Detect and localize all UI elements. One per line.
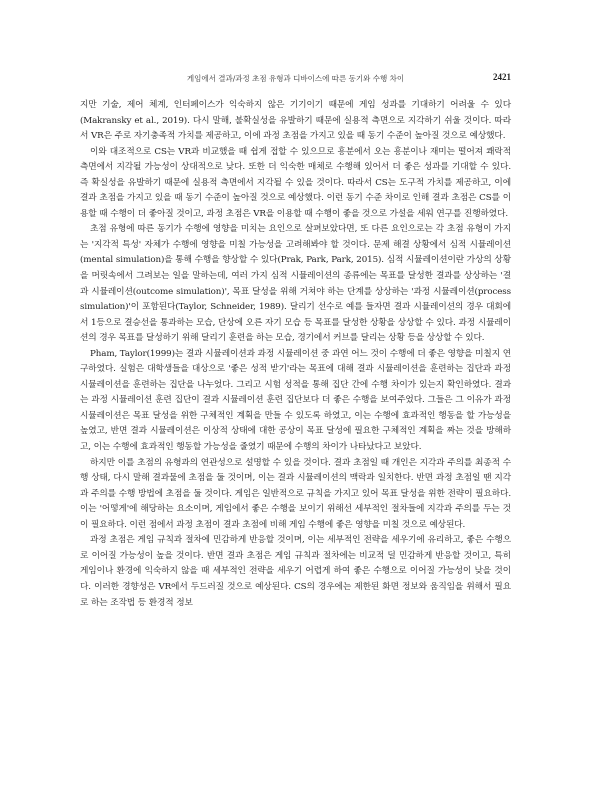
page-number: 2421 [493,72,511,82]
paragraph: 이와 대조적으로 CS는 VR과 비교했을 때 쉽게 접할 수 있으므로 흥분에서 오는 흥분이나 재미는 떨어져 쾌락적 측면에서 지각될 가능성이 상대적으로 낮다. 또한 더 익숙한 매체로 수행해 있어서 더 좋은 성과를 기대할 수 있다. 즉 확실성을 유발하기 때문에 실용적 측면에서 지각될 수 있을 것이다. 따라서 CS는 도구적 가치를 제공하고, 이에 결과 초점을 가지고 있을 때 동기 수준이 높아질 것으로 예상했다. 이런 동기 수준 차이로 인해 결과 초점은 CS를 이용할 때 수행이 더 좋아질 것이고, 과정 초점은 VR을 이용할 때 수행이 좋을 것으로 가설을 세워 연구를 진행하였다. [80,146,511,219]
page-header [0,72,591,86]
paragraph: 하지만 이를 초점의 유형과의 연관성으로 설명할 수 있을 것이다. 결과 초점일 때 개인은 지각과 주의를 최종적 수행 상태, 다시 말해 결과물에 초점을 둘 것이며, 이는 결과 시뮬레이션의 맥락과 일치한다. 반면 과정 초점일 땐 지각과 주의를 수행 방법에 초점을 둘 것이다. 게임은 일반적으로 규칙을 가지고 있어 목표 달성을 위한 전략이 필요하다. 이는 '어떻게'에 해당하는 요소이며, 게임에서 좋은 수행을 보이기 위해선 세부적인 절차들에 지각과 주의를 두는 것이 필요하다. 이런 점에서 과정 초점이 결과 초점에 비해 게임 수행에 좋은 영향을 미칠 것으로 예상된다. [80,457,511,530]
paragraph: Pham, Taylor(1999)는 결과 시뮬레이션과 과정 시뮬레이션 중 과연 어느 것이 수행에 더 좋은 영향을 미칠지 연구하였다. 실험은 대학생들을 대상으로 '좋은 성적 받기'라는 목표에 대해 결과 시뮬레이션을 훈련하는 집단과 과정 시뮬레이션을 훈련하는 집단을 나누었다. 그리고 시험 성적을 통해 집단 간에 수행 차이가 있는지 확인하였다. 결과는 과정 시뮬레이션 훈련 집단이 결과 시뮬레이션 훈련 집단보다 더 좋은 수행을 보여주었다. 그들은 그 이유가 과정 시뮬레이션은 목표 달성을 위한 구체적인 계획을 만들 수 있도록 하였고, 이는 수행에 효과적인 행동을 할 가능성을 높였고, 반면 결과 시뮬레이션은 이상적 상태에 대한 공상이 목표 달성에 필요한 구체적인 계획을 짜는 것을 방해하고, 이는 수행에 효과적인 행동할 가능성을 줄였기 때문에 수행의 차이가 나타났다고 보았다. [80,348,511,453]
paragraph: 과정 초점은 게임 규칙과 절차에 민감하게 반응할 것이며, 이는 세부적인 전략을 세우기에 유리하고, 좋은 수행으로 이어질 가능성이 높을 것이다. 반면 결과 초점은 게임 규칙과 절차에는 비교적 덜 민감하게 반응할 것이고, 특히 게임이나 환경에 익숙하지 않을 때 세부적인 전략을 세우기 어렵게 하여 좋은 수행으로 이어질 가능성이 낮을 것이다. 이러한 경향성은 VR에서 두드러질 것으로 예상된다. CS의 경우에는 제한된 화면 정보와 움직임을 위해서 필요로 하는 조작법 등 환경적 정보 [80,535,511,608]
paragraph: 지만 기술, 제어 체계, 인터페이스가 익숙하지 않은 기기이기 때문에 게임 성과를 기대하기 어려울 수 있다(Makransky et al., 2019). 다시 말해, 불확실성을 유발하기 때문에 실용적 측면으로 지각하기 쉬울 것이다. 따라서 VR은 주로 자기충족적 가치를 제공하고, 이에 과정 초점을 가지고 있을 때 동기 수준이 높아질 것으로 예상했다. [80,100,511,142]
running-title: 게임에서 결과/과정 초점 유형과 디바이스에 따른 동기와 수행 차이 [186,74,405,83]
paragraph: 초점 유형에 따른 동기가 수행에 영향을 미치는 요인으로 살펴보았다면, 또 다른 요인으로는 각 초점 유형이 가지는 '지각적 특성' 자체가 수행에 영향을 미칠 가능성을 고려해봐야 할 것이다. 문제 해결 상황에서 심적 시뮬레이션(mental simulation)을 통해 수행을 향상할 수 있다(Prak, Park, Park, 2015). 심적 시뮬레이션이란 가상의 상황을 머릿속에서 그려보는 일을 말하는데, 여러 가지 심적 시뮬레이션의 종류에는 목표를 달성한 결과를 상상하는 '결과 시뮬레이션(outcome simulation)', 목표 달성을 위해 거쳐야 하는 단계를 상상하는 '과정 시뮬레이션(process simulation)'이 포함된다(Taylor, Schneider, 1989). 달리기 선수로 예를 들자면 결과 시뮬레이션의 경우 대회에서 1등으로 결승선을 통과하는 모습, 단상에 오른 자기 모습 등 목표를 달성한 상황을 상상할 수 있다. 과정 시뮬레이션의 경우 목표를 달성하기 위해 달리기 훈련을 하는 모습, 경기에서 커브를 달리는 상황 등을 상상할 수 있다. [80,224,511,344]
article-body [80,98,511,611]
